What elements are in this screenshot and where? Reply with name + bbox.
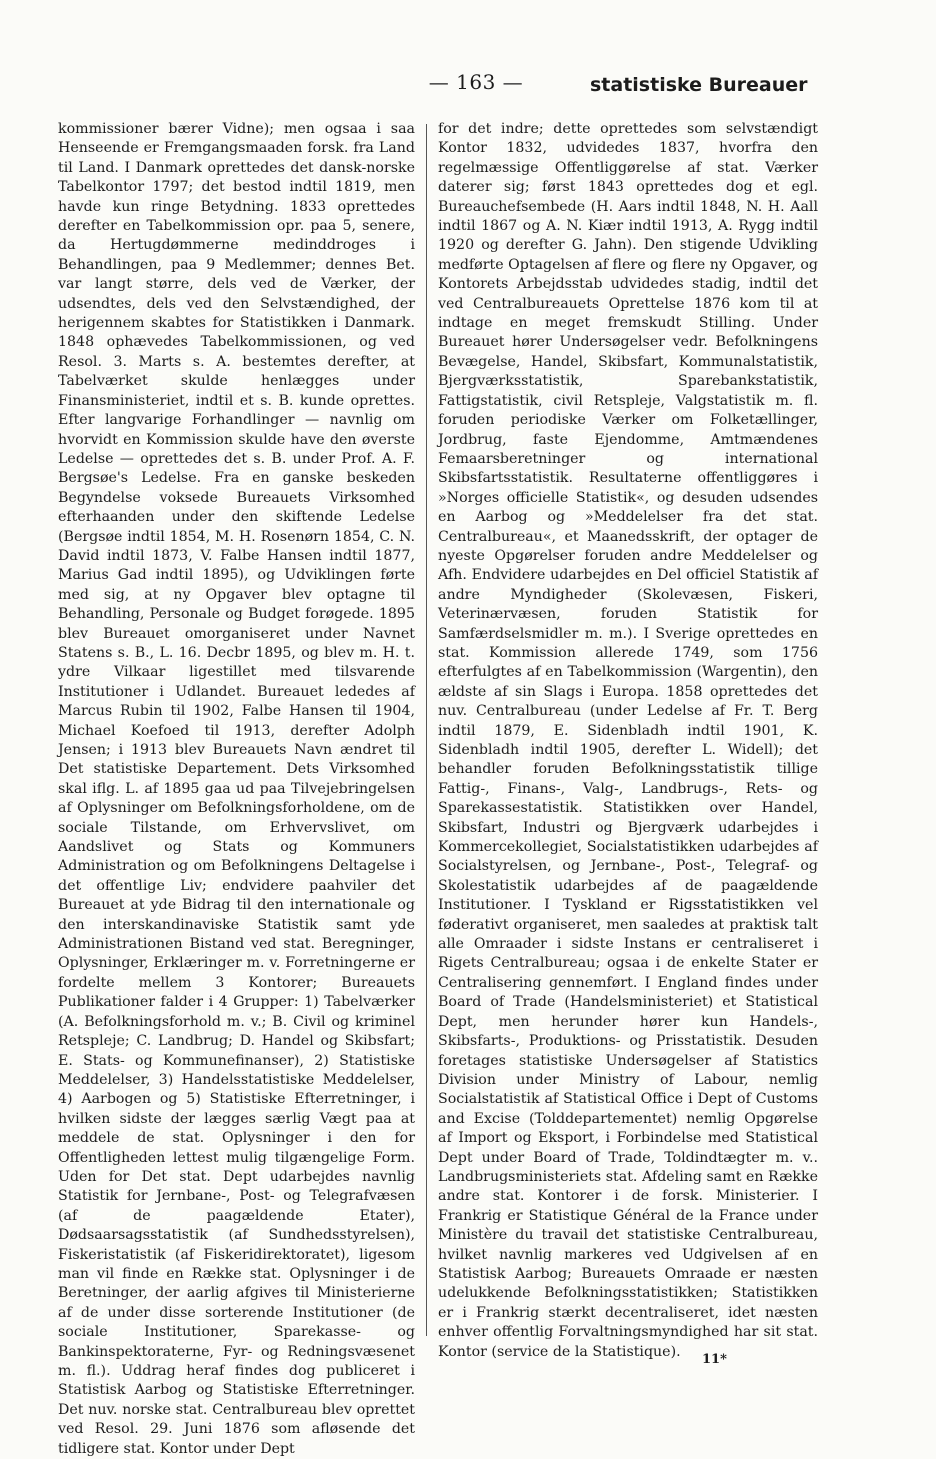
signature-mark: 11*	[702, 1352, 727, 1367]
right-column	[438, 120, 818, 1362]
running-head: statistiske Bureauer	[590, 74, 808, 96]
column-divider	[426, 124, 427, 1336]
left-column	[58, 120, 415, 1459]
page-number: — 163 —	[428, 70, 524, 94]
left-column-text: kommissioner bærer Vidne); men ogsaa i saa Henseende er Fremgangsmaaden forsk. fra Land til Land. I Danmark oprettedes det dansk-norske Tabelkontor 1797; det bestod indtil 1819, men havde kun ringe Betydning. 1833 oprettedes derefter en Tabelkommission opr. paa 5, senere, da Hertugdømmerne medinddroges i Behandlingen, paa 9 Medlemmer; dennes Bet. var langt større, dels ved de Værker, der udsendtes, dels ved den Selvstændighed, der herigennem skabtes for Statistikken i Danmark. 1848 ophævedes Tabelkommissionen, og ved Resol. 3. Marts s. A. bestemtes derefter, at Tabelværket skulde henlægges under Finansministeriet, indtil et s. B. kunde oprettes. Efter langvarige Forhandlinger — navnlig om hvorvidt en Kommission skulde have den øverste Ledelse — oprettedes det s. B. under Prof. A. F. Bergsøe's Ledelse. Fra en ganske beskeden Begyndelse voksede Bureauets Virksomhed efterhaanden under den skiftende Ledelse (Bergsøe indtil 1854, M. H. Rosenørn 1854, C. N. David indtil 1873, V. Falbe Hansen indtil 1877, Marius Gad indtil 1895), og Udviklingen førte med sig, at ny Opgaver blev optagne til Behandling, Personale og Budget forøgede. 1895 blev Bureauet omorganiseret under Navnet Statens s. B., L. 16. Decbr 1895, og blev m. H. t. ydre Vilkaar ligestillet med tilsvarende Institutioner i Udlandet. Bureauet lededes af Marcus Rubin til 1902, Falbe Hansen til 1904, Michael Koefoed til 1913, derefter Adolph Jensen; i 1913 blev Bureauets Navn ændret til Det statistiske Departement. Dets Virksomhed skal iflg. L. af 1895 gaa ud paa Tilvejebringelsen af Oplysninger om Befolkningsforholdene, om de sociale Tilstande, om Erhvervslivet, om Aandslivet og Stats og Kommuners Administration og om Befolkningens Deltagelse i det offentlige Liv; endvidere paahviler det Bureauet at yde Bidrag til den internationale og den interskandinaviske Statistik samt yde Administrationen Bistand ved stat. Beregninger, Oplysninger, Erklæringer m. v. Forretningerne er fordelte mellem 3 Kontorer; Bureauets Publikationer falder i 4 Grupper: 1) Tabelværker (A. Befolkningsforhold m. v.; B. Civil og kriminel Retspleje; C. Landbrug; D. Handel og Skibsfart; E. Stats- og Kommunefinanser), 2) Statistiske Meddelelser, 3) Handelsstatistiske Meddelelser, 4) Aarbogen og 5) Statistiske Efterretninger, i hvilken sidste der lægges særlig Vægt paa at meddele de stat. Oplysninger i den for Offentligheden lettest mulig tilgængelige Form. Uden for Det stat. Dept udarbejdes navnlig Statistik for Jernbane-, Post- og Telegrafvæsen (af de paagældende Etater), Dødsaarsagsstatistik (af Sundhedsstyrelsen), Fiskeristatistik (af Fiskeridirektoratet), ligesom man vil finde en Række stat. Oplysninger i de Beretninger, der aarlig afgives til Ministerierne af de under disse sorterende Institutioner (de sociale Institutioner, Sparekasse- og Bankinspektoraterne, Fyr- og Redningsvæsenet m. fl.). Uddrag heraf findes dog publiceret i Statistisk Aarbog og Statistiske Efterretninger. Det nuv. norske stat. Centralbureau blev oprettet ved Resol. 29. Juni 1876 som afløsende det tidligere stat. Kontor under Dept	[58, 121, 415, 1457]
right-column-text: for det indre; dette oprettedes som selvstændigt Kontor 1832, udvidedes 1837, hvorfra den regelmæssige Offentliggørelse af stat. Værker daterer sig; først 1843 oprettedes dog et egl. Bureauchefsembede (H. Aars indtil 1848, N. H. Aall indtil 1867 og A. N. Kiær indtil 1913, A. Rygg indtil 1920 og derefter G. Jahn). Den stigende Udvikling medførte Optagelsen af flere og flere ny Opgaver, og Kontorets Arbejdsstab udvidedes stadig, indtil det ved Centralbureauets Oprettelse 1876 kom til at indtage en meget fremskudt Stilling. Under Bureauet hører Undersøgelser vedr. Befolkningens Bevægelse, Handel, Skibsfart, Kommunalstatistik, Bjergværksstatistik, Sparebankstatistik, Fattigstatistik, civil Retspleje, Valgstatistik m. fl. foruden periodiske Værker om Folketællinger, Jordbrug, faste Ejendomme, Amtmændenes Femaarsberetninger og international Skibsfartsstatistik. Resultaterne offentliggøres i »Norges officielle Statistik«, og desuden udsendes en Aarbog og »Meddelelser fra det stat. Centralbureau«, et Maanedsskrift, der optager de nyeste Opgørelser foruden andre Meddelelser og Afh. Endvidere udarbejdes en Del officiel Statistik af andre Myndigheder (Skolevæsen, Fiskeri, Veterinærvæsen, foruden Statistik for Samfærdselsmidler m. m.). I Sverige oprettedes en stat. Kommission allerede 1749, som 1756 efterfulgtes af en Tabelkommission (Wargentin), den ældste af sin Slags i Europa. 1858 oprettedes det nuv. Centralbureau (under Ledelse af Fr. T. Berg indtil 1879, E. Sidenbladh indtil 1901, K. Sidenbladh indtil 1905, derefter L. Widell); det behandler foruden Befolkningsstatistik tillige Fattig-, Finans-, Valg-, Landbrugs-, Rets- og Sparekassestatistik. Statistikken over Handel, Skibsfart, Industri og Bjergværk udarbejdes i Kommercekollegiet, Socialstatistikken udarbejdes af Socialstyrelsen, og Jernbane-, Post-, Telegraf- og Skolestatistik udarbejdes af de paagældende Institutioner. I Tyskland er Rigsstatistikken vel føderativt organiseret, men saaledes at praktisk talt alle Omraader i sidste Instans er centraliseret i Rigets Centralbureau; ogsaa i de enkelte Stater er Centralisering gennemført. I England findes under Board of Trade (Handelsministeriet) et Statistical Dept, men herunder hører kun Handels-, Skibsfarts-, Produktions- og Prisstatistik. Desuden foretages statistiske Undersøgelser af Statistics Division under Ministry of Labour, nemlig Socialstatistik af Statistical Office i Dept of Customs and Excise (Tolddepartementet) nemlig Opgørelse af Import og Eksport, i Forbindelse med Statistical Dept under Board of Trade, Toldindtægter m. v.. Landbrugsministeriets stat. Afdeling samt en Række andre stat. Kontorer i de forsk. Ministerier. I Frankrig er Statistique Général de la France under Ministère du travail det statistiske Centralbureau, hvilket navnlig markeres ved Udgivelsen af en Statistisk Aarbog; Bureauets Omraade er næsten udelukkende Befolkningsstatistikken; Statistikken er i Frankrig stærkt decentraliseret, idet næsten enhver offentlig Forvaltningsmyndighed har sit stat. Kontor (service de la Statistique).	[438, 121, 818, 1360]
